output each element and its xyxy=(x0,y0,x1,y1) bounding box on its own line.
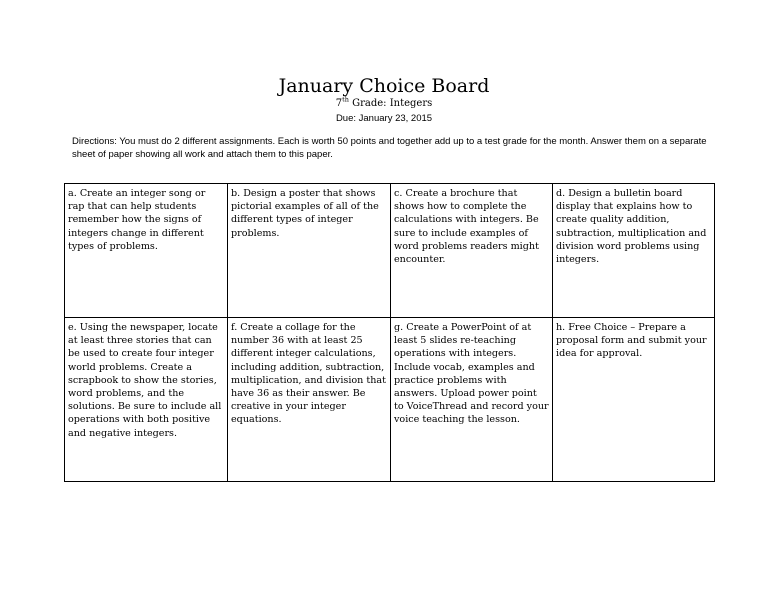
board-row-2 xyxy=(65,318,715,482)
choice-d-text: d. Design a bulletin board display that explains how to create quality addition, subtraction, multiplication and division word problems using integers. xyxy=(556,188,707,266)
choice-h-cell xyxy=(553,318,715,482)
choice-a-cell xyxy=(65,184,228,318)
due-date: Due: January 23, 2015 xyxy=(335,113,433,124)
choice-c-text: c. Create a brochure that shows how to complete the calculations with integers. Be sure to include examples of word problems readers might encounter. xyxy=(394,188,539,266)
directions-text: Directions: You must do 2 different assignments. Each is worth 50 points and together add up to a test grade for the month. Answer them on a separate sheet of paper showing all work and attach them to this paper. xyxy=(72,136,707,160)
choice-h-text: h. Free Choice – Prepare a proposal form and submit your idea for approval. xyxy=(556,322,707,360)
choice-f-cell xyxy=(228,318,391,482)
choice-board-table xyxy=(64,183,715,482)
grade-subtitle xyxy=(0,97,768,111)
choice-e-cell xyxy=(65,318,228,482)
grade-topic: Grade: Integers xyxy=(348,98,433,109)
choice-d-cell xyxy=(553,184,715,318)
board-row-1 xyxy=(65,184,715,318)
choice-b-text: b. Design a poster that shows pictorial examples of all of the different types of integer problems. xyxy=(231,188,379,239)
choice-g-cell xyxy=(391,318,553,482)
choice-f-text: f. Create a collage for the number 36 with at least 25 different integer calculations, including addition, subtraction, multiplication, and division that have 36 as their answer. Be creative in your integer equations. xyxy=(231,322,387,426)
choice-a-text: a. Create an integer song or rap that can help students remember how the signs of integers change in different types of problems. xyxy=(68,188,206,252)
choice-e-text: e. Using the newspaper, locate at least three stories that can be used to create four integer world problems. Create a scrapbook to show the stories, word problems, and the solutions. Be sure to include all operations with both positive and negative integers. xyxy=(68,322,222,439)
choice-c-cell xyxy=(391,184,553,318)
grade-ordinal-suffix: th xyxy=(342,95,349,104)
page-title: January Choice Board xyxy=(278,75,490,97)
choice-b-cell xyxy=(228,184,391,318)
grade-number: 7 xyxy=(335,98,343,109)
choice-g-text: g. Create a PowerPoint of at least 5 slides re-teaching operations with integers. Include vocab, examples and practice problems with answers. Upload power point to VoiceThread and record your voice teaching the lesson. xyxy=(394,322,549,426)
